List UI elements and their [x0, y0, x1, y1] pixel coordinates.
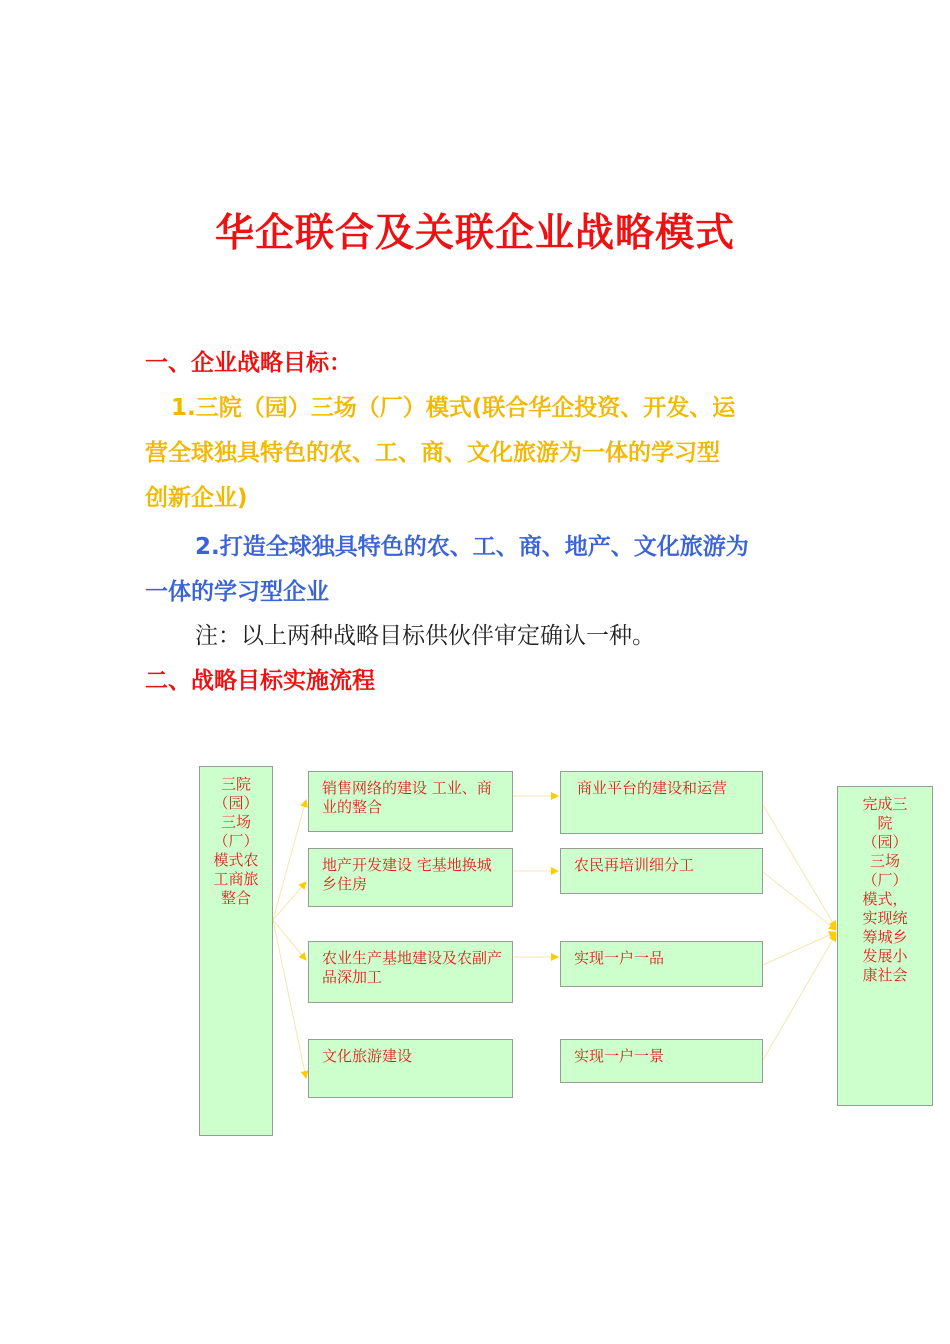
section2-heading: 二、战略目标实施流程: [145, 668, 375, 694]
arrow-left-to-tourism: [273, 920, 306, 1078]
arrow-commerce-to-result: [763, 805, 836, 928]
arrow-left-to-sales: [273, 800, 306, 920]
start-box-text: 三院（园）三场（厂）模式农工商旅整合: [213, 775, 259, 907]
arrow-training-to-result: [763, 872, 836, 930]
goal-1-line3: 创新企业): [145, 485, 248, 511]
step-one-household-one-scene: 实现一户一景: [560, 1039, 763, 1083]
step-culture-tourism: 文化旅游建设: [308, 1039, 513, 1098]
arrow-left-to-agriculture: [273, 920, 306, 960]
start-box: [199, 766, 273, 1136]
step-real-estate: 地产开发建设 宅基地换城乡住房: [308, 848, 513, 907]
result-box: [837, 786, 933, 1106]
document-title: 华企联合及关联企业战略模式: [214, 211, 735, 256]
goal-2-line1: 2.打造全球独具特色的农、工、商、地产、文化旅游为: [195, 534, 749, 560]
section1-heading: 一、企业战略目标：: [145, 350, 352, 376]
arrow-product-to-result: [763, 932, 836, 965]
goal-note: 注：以上两种战略目标供伙伴审定确认一种。: [195, 623, 655, 649]
step-farmer-training: 农民再培训细分工: [560, 848, 763, 894]
result-box-text: 完成三院（园）三场（厂）模式，实现统筹城乡发展小康社会: [862, 795, 908, 984]
goal-2-line2: 一体的学习型企业: [145, 579, 329, 605]
arrow-scenery-to-result: [763, 934, 836, 1060]
step-agriculture-base: 农业生产基地建设及农副产品深加工: [308, 941, 513, 1003]
goal-1-line2: 营全球独具特色的农、工、商、文化旅游为一体的学习型: [145, 440, 720, 466]
step-commerce-platform: 商业平台的建设和运营: [560, 771, 763, 834]
step-one-household-one-product: 实现一户一品: [560, 941, 763, 987]
goal-1-line1: 1.三院（园）三场（厂）模式(联合华企投资、开发、运: [171, 395, 736, 421]
step-sales-network: 销售网络的建设 工业、商业的整合: [308, 771, 513, 832]
